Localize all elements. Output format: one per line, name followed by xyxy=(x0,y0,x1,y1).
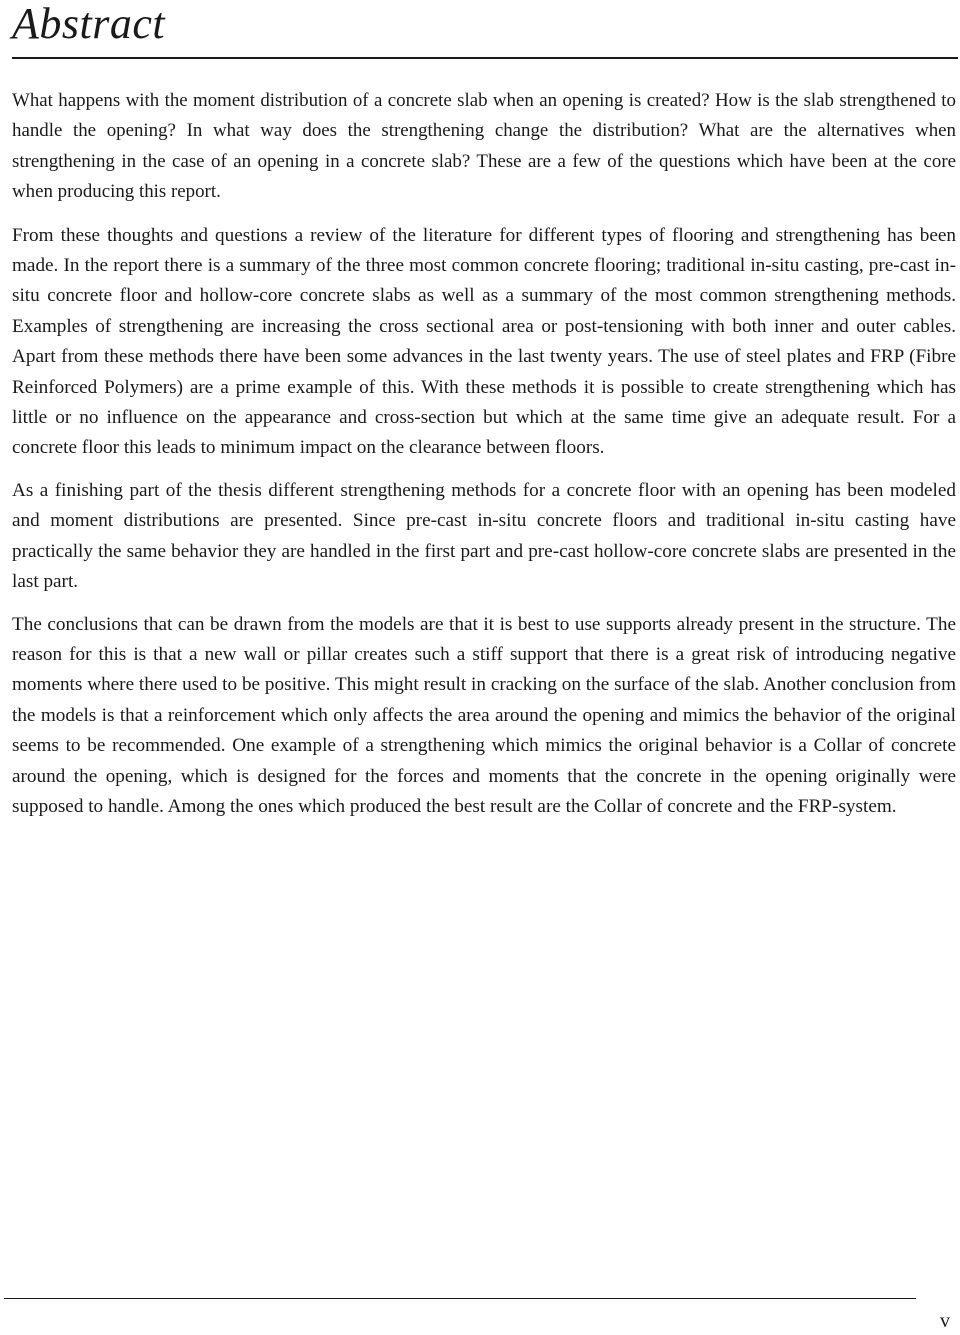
paragraph-1: What happens with the moment distribution of a concrete slab when an opening is created? How is the slab strengthened to handle the opening? In what way does the strengthening change the distribution? What are the alternatives when strengthening in the case of an opening in a concrete slab? These are a few of the questions which have been at the core when producing this report. xyxy=(12,90,956,203)
paragraph-4: The conclusions that can be drawn from the models are that it is best to use supports already present in the structure. The reason for this is that a new wall or pillar creates such a stiff support that there is a great risk of introducing negative moments where there used to be positive. This might result in cracking on the surface of the slab. Another conclusion from the models is that a reinforcement which only affects the area around the opening and mimics the behavior of the original seems to be recommended. One example of a strengthening which mimics the original behavior is a Collar of concrete around the opening, which is designed for the forces and moments that the concrete in the opening originally were supposed to handle. Among the ones which produced the best result are the Collar of concrete and the FRP-system. xyxy=(12,613,956,817)
page-title: Abstract xyxy=(12,0,166,48)
abstract-body xyxy=(12,86,956,834)
title-rule xyxy=(12,57,958,59)
page-number: v xyxy=(940,1310,950,1332)
footer-rule xyxy=(4,1298,916,1299)
paragraph-3: As a finishing part of the thesis different strengthening methods for a concrete floor with an opening has been modeled and moment distributions are presented. Since pre-cast in-situ concrete floors and traditional in-situ casting have practically the same behavior they are handled in the first part and pre-cast hollow-core concrete slabs are presented in the last part. xyxy=(12,479,956,593)
paragraph-2: From these thoughts and questions a review of the literature for different types of flooring and strengthening has been made. In the report there is a summary of the three most common concrete flooring; traditional in-situ casting, pre-cast in-situ concrete floor and hollow-core concrete slabs as well as a summary of the most common strengthening methods. Examples of strengthening are increasing the cross sectional area or post-tensioning with both inner and outer cables. Apart from these methods there have been some advances in the last twenty years. The use of steel plates and FRP (Fibre Reinforced Polymers) are a prime example of this. With these methods it is possible to create strengthening which has little or no influence on the appearance and cross-section but which at the same time give an adequate result. For a concrete floor this leads to minimum impact on the clearance between floors. xyxy=(12,224,956,459)
